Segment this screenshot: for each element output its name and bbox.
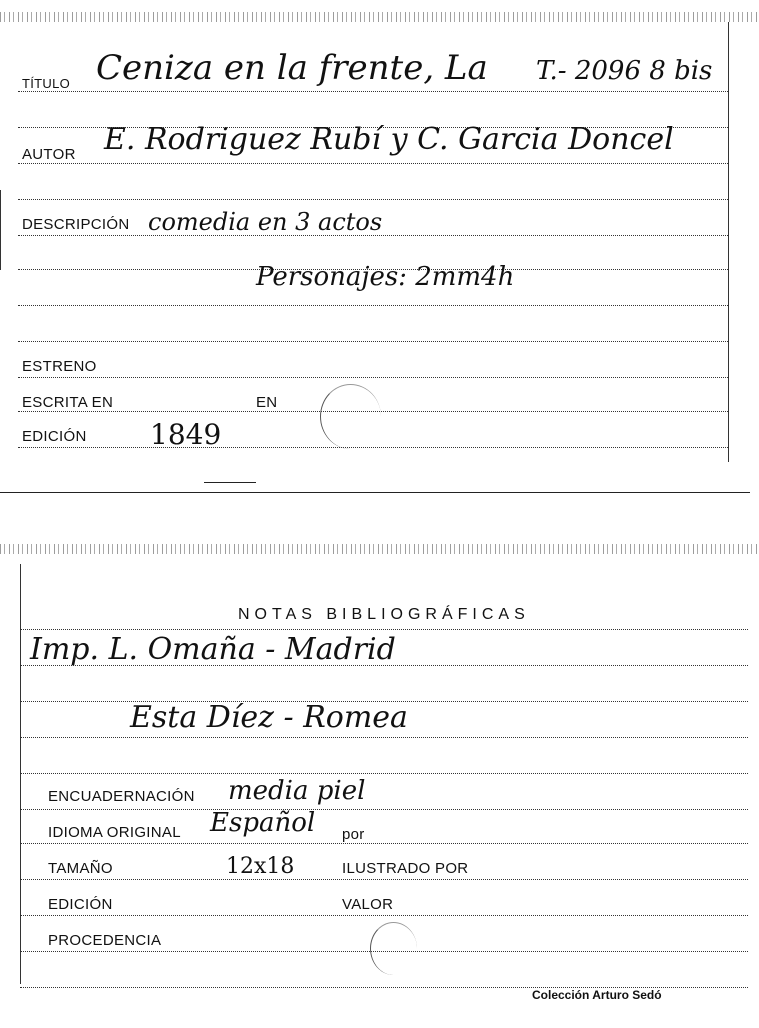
row-line [18,90,728,92]
row-line [18,198,728,200]
personajes-value: Personajes: 2mm4h [256,262,515,292]
idioma-original-value: Español [210,808,316,838]
autor-label: AUTOR [22,146,76,163]
edicion-label: EDICIÓN [22,428,87,445]
descripcion-label: DESCRIPCIÓN [22,216,130,233]
autor-value: E. Rodriguez Rubí y C. Garcia Doncel [104,122,674,157]
note-line-1: Imp. L. Omaña - Madrid [30,632,396,667]
ilustrado-por-label: ILUSTRADO POR [342,860,469,877]
paper-stain [320,384,381,449]
por-label: por [342,826,365,843]
pencil-mark [204,482,256,483]
row-line [18,376,728,378]
idioma-original-label: IDIOMA ORIGINAL [48,824,181,841]
collection-credit: Colección Arturo Sedó [532,988,662,1002]
encuadernacion-label: ENCUADERNACIÓN [48,788,195,805]
edicion-value: 1849 [150,418,222,451]
signature-value: T.- 2096 8 bis [536,56,713,86]
row-line [20,628,748,630]
descripcion-value: comedia en 3 actos [148,208,383,236]
card-top-edge [0,12,759,22]
titulo-value: Ceniza en la frente, La [96,48,488,88]
catalog-card-back [0,540,759,1028]
tamano-value: 12x18 [226,854,295,879]
row-line [18,340,728,342]
row-line [20,808,748,810]
catalog-card-front [0,0,759,494]
titulo-label: TÍTULO [22,76,71,91]
card-left-border [0,190,1,270]
paper-stain [370,922,417,975]
row-line [20,772,748,774]
card-left-border [20,564,21,984]
notas-heading: NOTAS BIBLIOGRÁFICAS [238,606,530,623]
row-line [18,304,728,306]
row-line [20,914,748,916]
estreno-label: ESTRENO [22,358,97,375]
escrita-en-label: ESCRITA EN [22,394,114,411]
note-line-2: Esta Díez - Romea [130,700,408,735]
valor-label: VALOR [342,896,394,913]
row-line [18,446,728,448]
edicion-label: EDICIÓN [48,896,113,913]
row-line [20,736,748,738]
card-top-edge [0,544,759,554]
row-line [18,162,728,164]
card-bottom-edge [0,492,750,493]
encuadernacion-value: media piel [228,776,366,806]
procedencia-label: PROCEDENCIA [48,932,162,949]
card-right-border [728,22,729,462]
tamano-label: TAMAÑO [48,860,113,877]
row-line [20,842,748,844]
en-label: EN [256,394,278,411]
row-line [20,878,748,880]
